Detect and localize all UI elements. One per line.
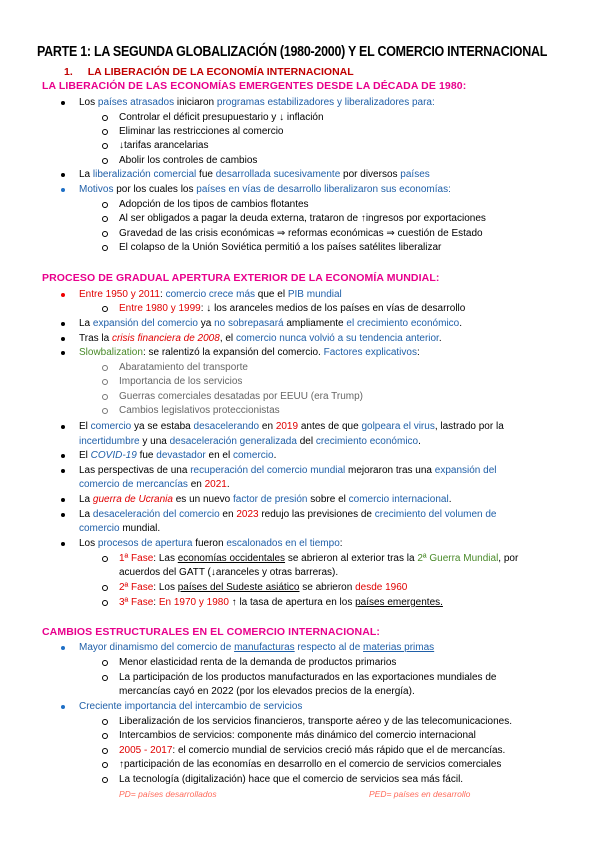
circle-bullet-icon	[102, 660, 108, 666]
bullet-icon	[61, 454, 65, 458]
bullet-icon	[61, 188, 65, 192]
bullet-icon	[61, 513, 65, 517]
circle-bullet-icon	[102, 408, 108, 414]
list-item-continuation: comercio mundial.	[79, 523, 161, 534]
circle-bullet-icon	[102, 777, 108, 783]
circle-bullet-icon	[102, 245, 108, 251]
circle-bullet-icon	[102, 158, 108, 164]
bullet-icon	[61, 351, 65, 355]
bullet-icon	[61, 498, 65, 502]
bullet-icon	[61, 101, 65, 105]
bullet-icon	[61, 293, 65, 297]
circle-bullet-icon	[102, 585, 108, 591]
circle-bullet-icon	[102, 129, 108, 135]
bullet-icon	[61, 337, 65, 341]
circle-bullet-icon	[102, 216, 108, 222]
bullet-icon	[61, 646, 65, 650]
bullet-icon	[61, 322, 65, 326]
circle-bullet-icon	[102, 675, 108, 681]
circle-bullet-icon	[102, 733, 108, 739]
circle-bullet-icon	[102, 306, 108, 312]
bullet-icon	[61, 173, 65, 177]
heading-structural-changes: CAMBIOS ESTRUCTURALES EN EL COMERCIO INTERNACIONAL:	[42, 626, 380, 638]
circle-bullet-icon	[102, 202, 108, 208]
list-item-continuation: comercio de mercancías en 2021.	[79, 479, 230, 490]
circle-bullet-icon	[102, 379, 108, 385]
circle-bullet-icon	[102, 231, 108, 237]
bullet-icon	[61, 542, 65, 546]
section-1-title: LA LIBERACIÓN DE LA ECONOMÍA INTERNACIONAL	[87, 66, 354, 78]
circle-bullet-icon	[102, 600, 108, 606]
heading-emerging-economies: LA LIBERACIÓN DE LAS ECONOMÍAS EMERGENTES DESDE LA DÉCADA DE 1980:	[42, 80, 467, 92]
bullet-icon	[61, 425, 65, 429]
circle-bullet-icon	[102, 719, 108, 725]
page-title: PARTE 1: LA SEGUNDA GLOBALIZACIÓN (1980-2000) Y EL COMERCIO INTERNACIONAL	[37, 44, 548, 60]
circle-bullet-icon	[102, 748, 108, 754]
bullet-icon	[61, 469, 65, 473]
list-subitem-continuation: acuerdos del GATT (↓aranceles y otras barreras).	[119, 567, 339, 578]
list-subitem-continuation: mercancías cayó en 2022 (por los elevados precios de la energía).	[119, 686, 415, 697]
section-1-heading	[64, 66, 354, 78]
document-page: PARTE 1: LA SEGUNDA GLOBALIZACIÓN (1980-2000) Y EL COMERCIO INTERNACIONAL 1. LA LIBERACIÓN DE LA ECONOMÍA INTERNACIONAL LA LIBERACIÓN DE LAS ECONOMÍAS EMERGENTES DESDE LA DÉCADA DE 1980: Los países atrasados iniciaron programas estabilizadores y liberalizadores para: Controlar el déficit presupuestario y ↓ inflación Eliminar las restricciones al comercio ↓tarifas arancelarias Abolir los controles de cambios La liberalización comercial fue desarrollada sucesivamente por diversos países Motivos por los cuales los países en vías de desarrollo liberalizaron sus economías: Adopción de los tipos de cambios flotantes Al ser obligados a pagar la deuda externa, trataron de ↑ingresos por exportaciones Gravedad de las crisis económicas ⇒ reformas económicas ⇒ cuestión de Estado El colapso de la Unión Soviética permitió a los países satélites liberalizar PROCESO DE GRADUAL APERTURA EXTERIOR DE LA ECONOMÍA MUNDIAL: Entre 1950 y 2011: comercio crece más que el PIB mundial Entre 1980 y 1999: ↓ los aranceles medios de los países en vías de desarrollo La expansión del comercio ya no sobrepasará ampliamente el crecimiento económico. Tras la crisis financiera de 2008, el comercio nunca volvió a su tendencia anterior. Slowbalization: se ralentizó la expansión del comercio. Factores explicativos: Abaratamiento del transporte Importancia de los servicios Guerras comerciales desatadas por EEUU (era Trump) Cambios legislativos proteccionistas El comercio ya se estaba desacelerando en 2019 antes de que golpeara el virus, lastrado por la incertidumbre y una desaceleración generalizada del crecimiento económico. El COVID-19 fue devastador en el comercio. Las perspectivas de una recuperación del comercio mundial mejoraron tras una expansión del comercio de mercancías en 2021. La guerra de Ucrania es un nuevo factor de presión sobre el comercio internacional. La desaceleración del comercio en 2023 redujo las previsiones de crecimiento del volumen de comercio mundial. Los procesos de apertura fueron escalonados en el tiempo: 1ª Fase: Las economías occidentales se abrieron al exterior tras la 2ª Guerra Mundial, por acuerdos del GATT (↓aranceles y otras barreras). 2ª Fase: Los países del Sudeste asiático se abrieron desde 1960 3ª Fase: En 1970 y 1980 ↑ la tasa de apertura en los países emergentes. CAMBIOS ESTRUCTURALES EN EL COMERCIO INTERNACIONAL: Mayor dinamismo del comercio de manufacturas respecto al de materias primas Menor elasticidad renta de la demanda de productos primarios La participación de los productos manufacturados en las exportaciones mundiales de mercancías cayó en 2022 (por los elevados precios de la energía). Creciente importancia del intercambio de servicios Liberalización de los servicios financieros, transporte aéreo y de las telecomunicaciones. Intercambios de servicios: componente más dinámico del comercio internacional 2005 - 2017: el comercio mundial de servicios creció más rápido que el de mercancías. ↑participación de las economías en desarrollo en el comercio de servicios comerciales La tecnología (digitalización) hace que el comercio de servicios sea más fácil. PD= países desarrollados PED= países en desarrollo	[37, 44, 548, 799]
circle-bullet-icon	[102, 762, 108, 768]
bullet-icon	[61, 705, 65, 709]
circle-bullet-icon	[102, 394, 108, 400]
circle-bullet-icon	[102, 143, 108, 149]
footnote-ped: PED= países en desarrollo	[369, 789, 471, 799]
footnote-pd: PD= países desarrollados	[119, 789, 217, 799]
circle-bullet-icon	[102, 115, 108, 121]
circle-bullet-icon	[102, 556, 108, 562]
list-item-continuation: incertidumbre y una desaceleración generalizada del crecimiento económico.	[79, 436, 421, 447]
section-1-number: 1.	[64, 66, 73, 78]
heading-gradual-opening: PROCESO DE GRADUAL APERTURA EXTERIOR DE LA ECONOMÍA MUNDIAL:	[42, 272, 440, 284]
circle-bullet-icon	[102, 365, 108, 371]
